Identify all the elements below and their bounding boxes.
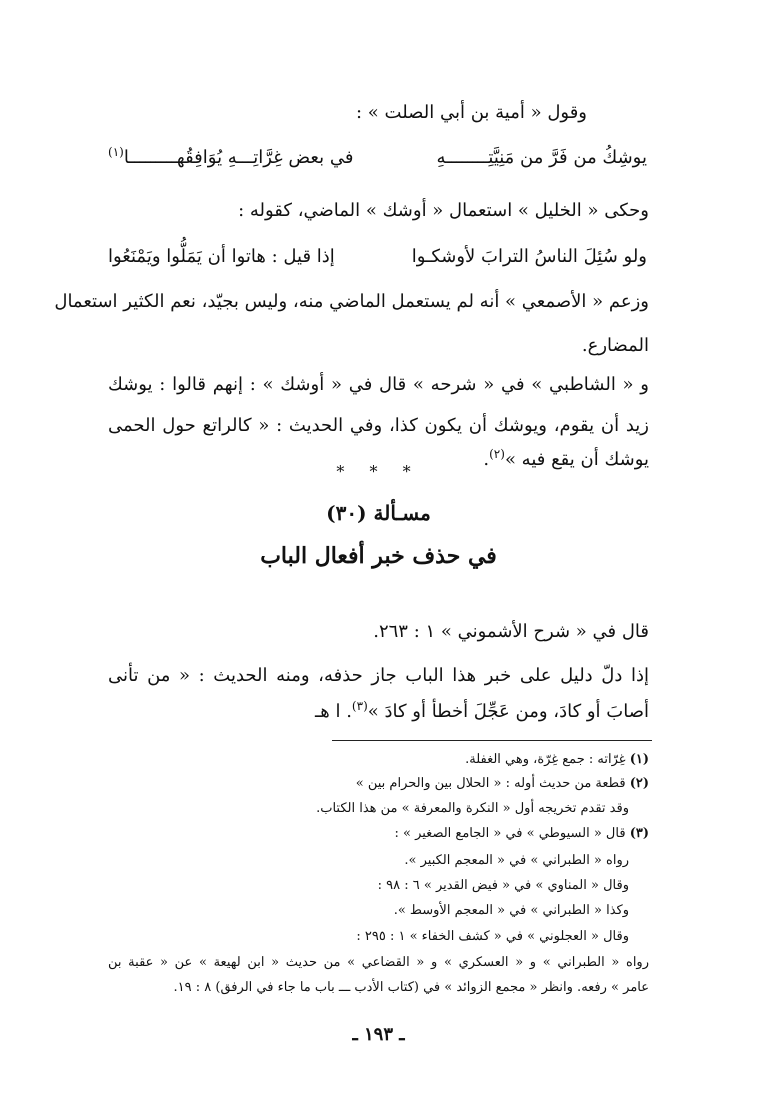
footnote-ref-3: (٣) [351, 699, 368, 713]
footnote-3-line-3: وكذا « الطبراني » في « المعجم الأوسط ». [393, 903, 629, 918]
asmai-line-2: المضارع. [581, 335, 649, 356]
footnote-ref-1: (١) [108, 145, 124, 159]
footnote-3-line-1: رواه « الطبراني » في « المعجم الكبير ». [404, 853, 629, 868]
footnote-1 [108, 751, 649, 769]
ashmuni-line-2-end: . ا هـ [314, 701, 352, 722]
verse-1-first-hemistich: يوشِكُ من فَرَّ من مَنِيَّتِــــــــهِ [436, 147, 647, 168]
page-number: ـ ١٩٣ ـ [352, 1024, 405, 1045]
section-number: مسـألة (٣٠) [326, 501, 431, 525]
footnote-1-text: غِرّاته : جمع غِرّة، وهي الغفلة. [465, 752, 626, 767]
footnote-3-line-2: وقال « المناوي » في « فيض القدير » ٦ : ٩٨ : [377, 878, 629, 893]
footnote-3 [108, 825, 649, 843]
footnote-3-text: قال « السيوطي » في « الجامع الصغير » : [394, 826, 626, 841]
ashmuni-line-2 [108, 700, 649, 724]
footnote-1-number: (١) [629, 752, 649, 767]
footnote-rule [332, 740, 652, 741]
footnote-2-continuation: وقد تقدم تخريجه أول « النكرة والمعرفة » من هذا الكتاب. [316, 801, 629, 816]
section-title: في حذف خبر أفعال الباب [260, 543, 497, 569]
umayya-intro: وقول « أمية بن أبي الصلت » : [356, 102, 587, 123]
asmai-line-1: وزعم « الأصمعي » أنه لم يستعمل الماضي منه، وليس بجيّد، نعم الكثير استعمال [54, 291, 649, 312]
shatibi-line-3-end: . [483, 449, 490, 470]
ashmuni-line-1: إذا دلّ دليل على خبر هذا الباب جاز حذفه، ومنه الحديث : « من تأنى [108, 665, 649, 686]
footnote-2-number: (٢) [629, 776, 649, 791]
ashmuni-source: قال في « شرح الأشموني » ١ : ٢٦٣. [373, 621, 649, 642]
verse-1-second-text: في بعض غِرَّاتِـــهِ يُوَافِقُهـــــــــا [123, 147, 354, 168]
verse-2-first-hemistich: ولو سُئِلَ الناسُ الترابَ لأوشكـوا [411, 246, 647, 267]
footnote-2 [108, 775, 649, 793]
footnote-ref-2: (٢) [489, 447, 505, 461]
footnote-3-line-4: وقال « العجلوني » في « كشف الخفاء » ١ : ٢٩٥ : [356, 929, 629, 944]
verse-1-second-hemistich [108, 146, 353, 170]
footnote-2-text: قطعة من حديث أوله : « الحلال بين والحرام بين » [355, 776, 626, 791]
section-separator: * * * [336, 462, 421, 481]
shatibi-line-2: زيد أن يقوم، ويوشك أن يكون كذا، وفي الحديث : « كالراتع حول الحمى [108, 415, 649, 436]
shatibi-line-1: و « الشاطبي » في « شرحه » قال في « أوشك » : إنهم قالوا : يوشك [108, 374, 649, 395]
footnote-3-line-6: عامر » رفعه. وانظر « مجمع الزوائد » في (كتاب الأدب ـــ باب ما جاء في الرفق) ٨ : ١٩. [173, 980, 649, 995]
verse-2-second-hemistich: إذا قيل : هاتوا أن يَمَلُّوا ويَمْنَعُوا [108, 246, 335, 267]
footnote-3-line-5: رواه « الطبراني » و « العسكري » و « القضاعي » من حديث « ابن لهيعة » عن « عقبة بن [108, 955, 649, 970]
khalil-line: وحكى « الخليل » استعمال « أوشك » الماضي، كقوله : [238, 200, 649, 221]
shatibi-line-3-text: يوشك أن يقع فيه » [504, 449, 649, 470]
ashmuni-line-2-text: أصابَ أو كادَ، ومن عَجِّلَ أخطأ أو كادَ » [367, 701, 649, 722]
footnote-3-number: (٣) [629, 826, 649, 841]
